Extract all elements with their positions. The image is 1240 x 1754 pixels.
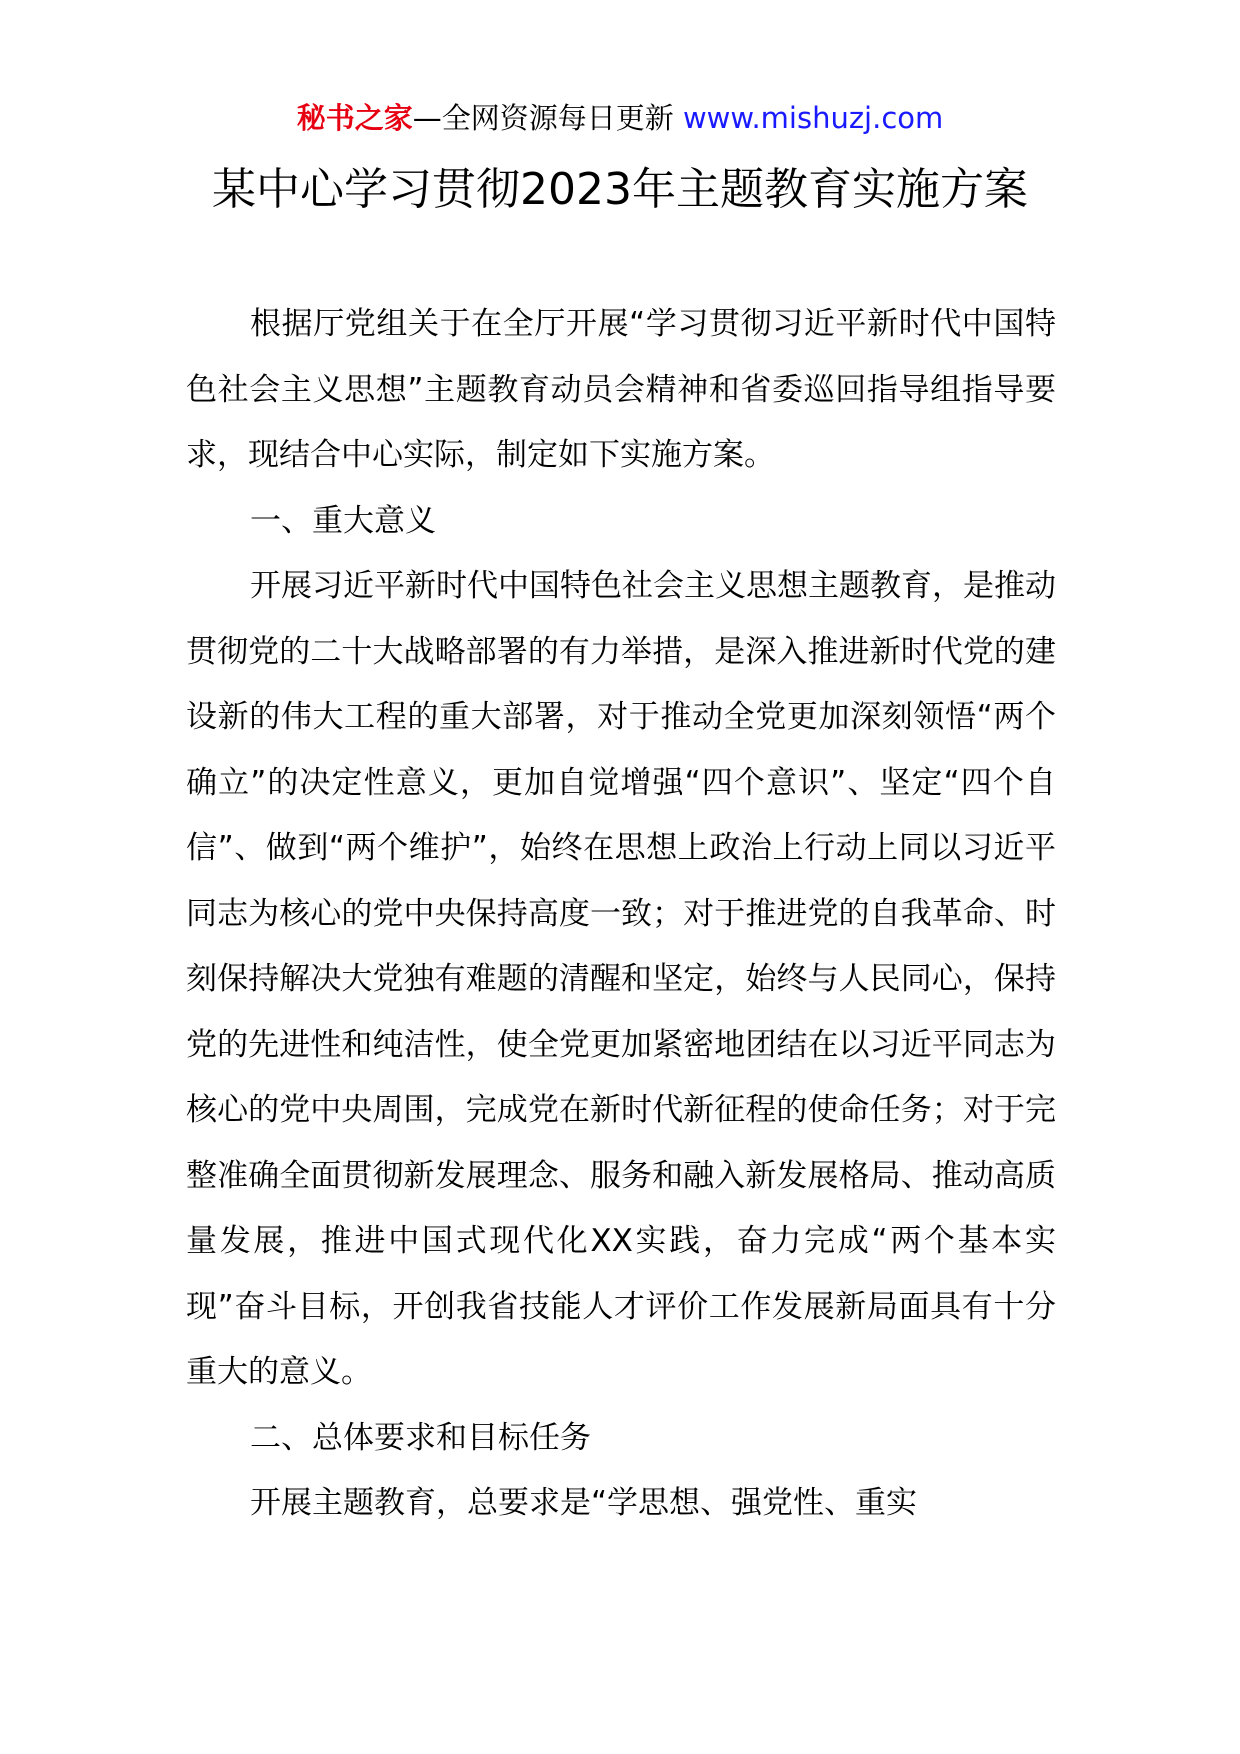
section-2-paragraph: 开展主题教育，总要求是“学思想、强党性、重实 <box>250 1485 918 1521</box>
site-brand: 秘书之家 <box>296 101 413 135</box>
site-url-link[interactable]: www.mishuzj.com <box>682 101 944 135</box>
site-tagline: —全网资源每日更新 <box>412 101 674 135</box>
section-1-heading: 一、重大意义 <box>250 502 436 539</box>
section-2-heading: 二、总体要求和目标任务 <box>250 1419 591 1456</box>
site-header <box>0 98 1240 138</box>
document-title: 某中心学习贯彻2023年主题教育实施方案 <box>212 164 1028 215</box>
document-body <box>186 292 1056 1537</box>
intro-paragraph: 根据厅党组关于在全厅开展“学习贯彻习近平新时代中国特色社会主义思想”主题教育动员会精神和省委巡回指导组指导要求，现结合中心实际，制定如下实施方案。 <box>186 306 1056 473</box>
section-1-paragraph: 开展习近平新时代中国特色社会主义思想主题教育，是推动贯彻党的二十大战略部署的有力举措，是深入推进新时代党的建设新的伟大工程的重大部署，对于推动全党更加深刻领悟“两个确立”的决定性意义，更加自觉增强“四个意识”、坚定“四个自信”、做到“两个维护”，始终在思想上政治上行动上同以习近平同志为核心的党中央保持高度一致；对于推进党的自我革命、时刻保持解决大党独有难题的清醒和坚定，始终与人民同心，保持党的先进性和纯洁性，使全党更加紧密地团结在以习近平同志为核心的党中央周围，完成党在新时代新征程的使命任务；对于完整准确全面贯彻新发展理念、服务和融入新发展格局、推动高质量发展，推进中国式现代化XX实践，奋力完成“两个基本实现”奋斗目标，开创我省技能人才评价工作发展新局面具有十分重大的意义。 <box>186 568 1056 1390</box>
